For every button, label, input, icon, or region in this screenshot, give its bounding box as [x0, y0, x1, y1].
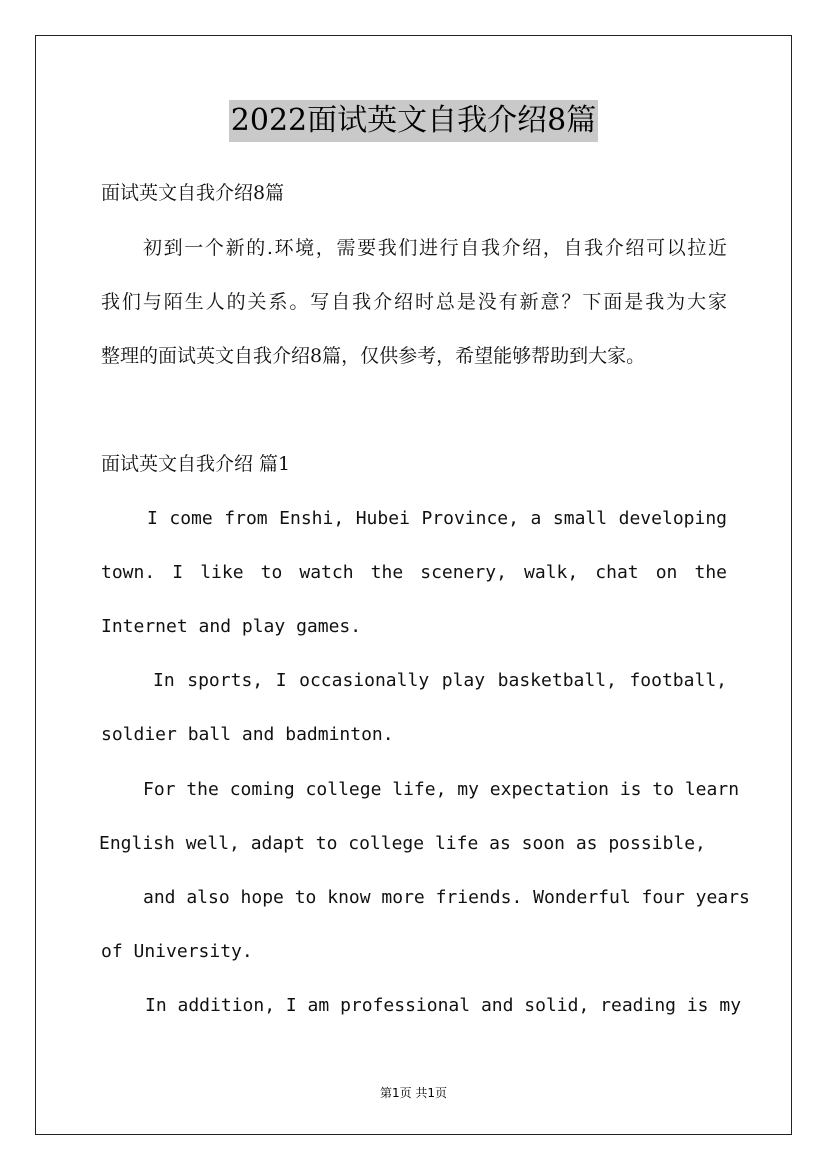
intro-line-3: 整理的面试英文自我介绍8篇，仅供参考，希望能够帮助到大家。	[101, 345, 646, 367]
body-line-6: For the coming college life, my expectation is to learn	[143, 779, 740, 800]
intro-line-1: 初到一个新的.环境，需要我们进行自我介绍，自我介绍可以拉近	[143, 237, 727, 259]
intro-line-2: 我们与陌生人的关系。写自我介绍时总是没有新意？下面是我为大家	[101, 291, 727, 313]
body-line-2: town. I like to watch the scenery, walk, chat on the	[101, 562, 727, 583]
body-line-8: and also hope to know more friends. Wonderful four years	[143, 887, 750, 908]
body-line-10: In addition, I am professional and solid, reading is my	[145, 995, 742, 1016]
section-heading: 面试英文自我介绍 篇1	[101, 453, 291, 475]
body-line-1: I come from Enshi, Hubei Province, a small developing	[147, 508, 727, 529]
body-line-4: In sports, I occasionally play basketball, football,	[153, 670, 727, 691]
title-wrap	[0, 100, 827, 142]
body-line-7: English well, adapt to college life as soon as possible,	[99, 833, 706, 854]
document-title: 2022面试英文自我介绍8篇	[229, 100, 598, 142]
subtitle: 面试英文自我介绍8篇	[101, 182, 285, 204]
body-line-5: soldier ball and badminton.	[101, 724, 394, 745]
body-line-9: of University.	[101, 941, 253, 962]
page-number: 第1页 共1页	[379, 1086, 448, 1100]
body-line-3: Internet and play games.	[101, 616, 362, 637]
